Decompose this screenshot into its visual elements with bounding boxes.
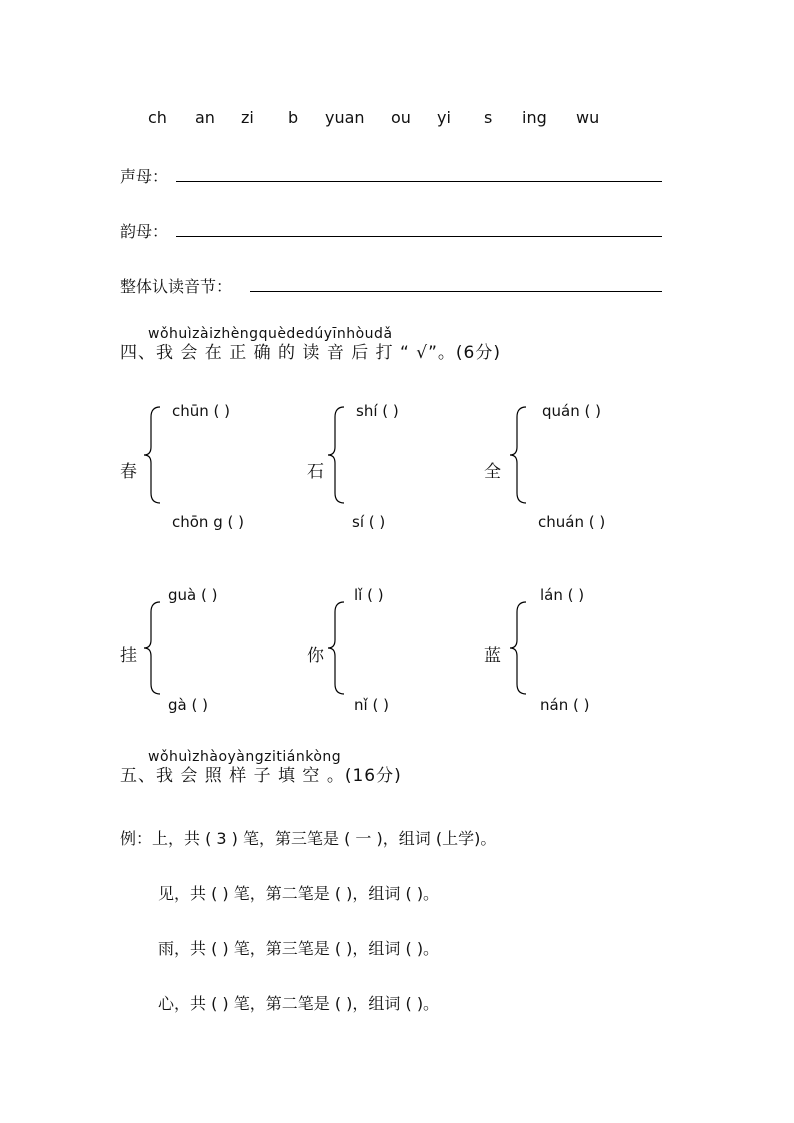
pinyin-item: ou: [391, 108, 411, 127]
pinyin-item: s: [484, 108, 493, 127]
pinyin-list: [0, 108, 794, 130]
option-bottom[interactable]: sí ( ): [352, 513, 386, 531]
brace-icon: [509, 600, 529, 696]
pinyin-item: yuan: [325, 108, 365, 127]
group-char: 挂: [120, 646, 137, 666]
yunmu-answer-line[interactable]: [176, 236, 662, 237]
option-top[interactable]: chūn ( ): [172, 402, 231, 420]
option-top[interactable]: shí ( ): [356, 402, 399, 420]
zhengti-label: 整体认读音节：: [120, 277, 233, 296]
brace-icon: [327, 405, 347, 505]
shengmu-label: 声母：: [120, 167, 169, 186]
shengmu-answer-line[interactable]: [176, 181, 662, 182]
group-char: 春: [120, 462, 137, 482]
section5-pinyin-ruby: wǒhuìzhàoyàngzitiánkòng: [148, 749, 342, 765]
group-char: 全: [484, 462, 501, 482]
option-bottom[interactable]: chōn g ( ): [172, 513, 244, 531]
zhengti-answer-line[interactable]: [250, 291, 662, 292]
option-bottom[interactable]: nán ( ): [540, 696, 590, 714]
pinyin-item: yi: [437, 108, 451, 127]
pinyin-item: ch: [148, 108, 167, 127]
pinyin-item: zi: [241, 108, 254, 127]
section5-heading: 五、我 会 照 样 子 填 空 。(16分): [120, 766, 402, 786]
option-bottom[interactable]: chuán ( ): [538, 513, 606, 531]
fill-item[interactable]: 心，共 ( ) 笔，第二笔是 ( )，组词 ( )。: [158, 994, 440, 1013]
section4-heading: 四、我 会 在 正 确 的 读 音 后 打 “ √”。(6分): [120, 343, 501, 363]
option-top[interactable]: lǐ ( ): [354, 586, 384, 604]
brace-icon: [327, 600, 347, 696]
yunmu-label: 韵母：: [120, 222, 169, 241]
group-char: 你: [307, 646, 324, 666]
pinyin-item: ing: [522, 108, 547, 127]
example-line: 例：上，共 ( 3 ) 笔，第三笔是 ( 一 )，组词 (上学)。: [120, 829, 497, 848]
option-top[interactable]: guà ( ): [168, 586, 218, 604]
fill-item[interactable]: 见，共 ( ) 笔，第二笔是 ( )，组词 ( )。: [158, 884, 440, 903]
pinyin-item: b: [288, 108, 299, 127]
brace-icon: [509, 405, 529, 505]
option-top[interactable]: lán ( ): [540, 586, 585, 604]
fill-item[interactable]: 雨，共 ( ) 笔，第三笔是 ( )，组词 ( )。: [158, 939, 440, 958]
group-char: 蓝: [484, 646, 501, 666]
pinyin-item: wu: [576, 108, 600, 127]
section4-pinyin-ruby: wǒhuìzàizhèngquèdedúyīnhòudǎ: [148, 326, 393, 342]
pinyin-item: an: [195, 108, 215, 127]
brace-icon: [143, 405, 163, 505]
option-top[interactable]: quán ( ): [542, 402, 601, 420]
option-bottom[interactable]: gà ( ): [168, 696, 208, 714]
brace-icon: [143, 600, 163, 696]
option-bottom[interactable]: nǐ ( ): [354, 696, 389, 714]
group-char: 石: [307, 462, 324, 482]
